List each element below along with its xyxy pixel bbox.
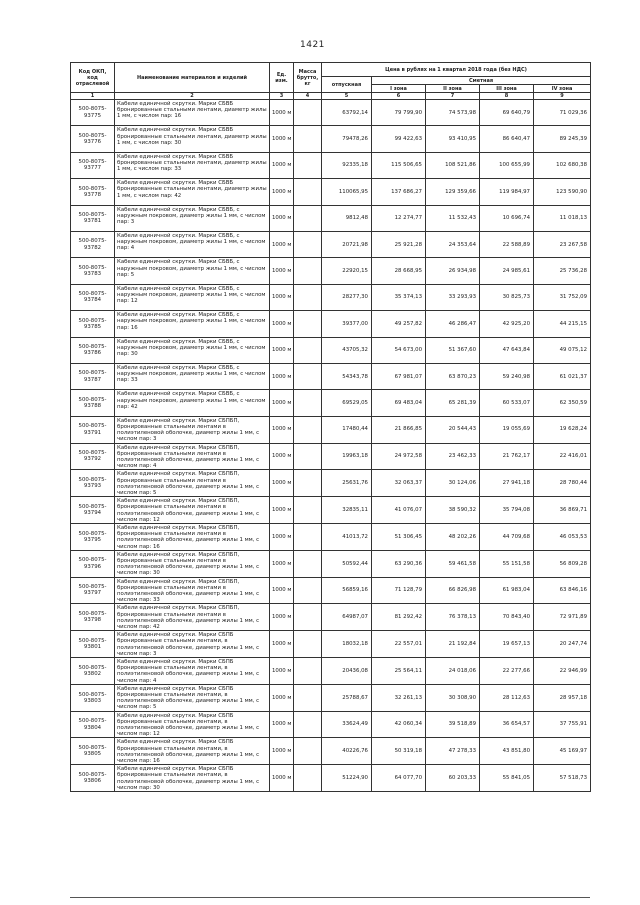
table-row [71, 390, 591, 416]
table-header [71, 63, 591, 100]
cell-name: Кабели единичной скрутки. Марки СБПБП, бронированные стальными лентами в полиэтиленовой оболочке, диаметр жилы 1 мм, с числом пар: 12 [115, 497, 270, 524]
cell-mass [294, 258, 322, 284]
table-row [71, 416, 591, 443]
cell-unit: 1000 м [270, 658, 294, 685]
column-number: 7 [426, 93, 480, 100]
cell-zone-2-price: 24 353,64 [426, 231, 480, 257]
cell-code: 500-8075-93796 [71, 550, 115, 577]
cell-mass [294, 577, 322, 604]
cell-zone-3-price: 69 640,79 [480, 100, 534, 126]
cell-code: 500-8075-93803 [71, 684, 115, 711]
cell-zone-4-price: 23 267,58 [534, 231, 591, 257]
table-row [71, 100, 591, 126]
cell-zone-3-price: 59 240,98 [480, 363, 534, 389]
cell-name: Кабели единичной скрутки. Марки СБПБП, бронированные стальными лентами в полиэтиленовой оболочке, диаметр жилы 1 мм, с числом пар: 30 [115, 550, 270, 577]
cell-mass [294, 631, 322, 658]
cell-zone-4-price: 71 029,36 [534, 100, 591, 126]
cell-unit: 1000 м [270, 231, 294, 257]
cell-zone-3-price: 22 588,89 [480, 231, 534, 257]
cell-code: 500-8075-93781 [71, 205, 115, 231]
cell-unit: 1000 м [270, 205, 294, 231]
cell-unit: 1000 м [270, 311, 294, 337]
cell-mass [294, 550, 322, 577]
cell-name: Кабели единичной скрутки. Марки СБВБ бронированные стальными лентами, диаметр жилы 1 мм, с числом пар: 16 [115, 100, 270, 126]
column-number: 5 [322, 93, 372, 100]
cell-unit: 1000 м [270, 550, 294, 577]
cell-name: Кабели единичной скрутки. Марки СБПБП, бронированные стальными лентами в полиэтиленовой оболочке, диаметр жилы 1 мм, с числом пар: 5 [115, 470, 270, 497]
cell-zone-4-price: 37 755,91 [534, 711, 591, 738]
cell-name: Кабели единичной скрутки. Марки СБВБ бронированные стальными лентами, диаметр жилы 1 мм, с числом пар: 30 [115, 126, 270, 152]
table-row [71, 205, 591, 231]
header-zone-3: III зона [480, 85, 534, 93]
cell-mass [294, 284, 322, 310]
column-number: 8 [480, 93, 534, 100]
cell-unit: 1000 м [270, 284, 294, 310]
cell-name: Кабели единичной скрутки. Марки СБПБП, бронированные стальными лентами в полиэтиленовой оболочке, диаметр жилы 1 мм, с числом пар: 42 [115, 604, 270, 631]
cell-code: 500-8075-93804 [71, 711, 115, 738]
cell-release-price: 20436,08 [322, 658, 372, 685]
cell-code: 500-8075-93805 [71, 738, 115, 765]
cell-name: Кабели единичной скрутки. Марки СБПБП, бронированные стальными лентами в полиэтиленовой оболочке, диаметр жилы 1 мм, с числом пар: 3 [115, 416, 270, 443]
cell-zone-2-price: 74 573,98 [426, 100, 480, 126]
cell-mass [294, 100, 322, 126]
header-zone-1: I зона [372, 85, 426, 93]
cell-name: Кабели единичной скрутки. Марки СБВБ, с наружным покровом, диаметр жилы 1 мм, с числом пар: 3 [115, 205, 270, 231]
cell-unit: 1000 м [270, 738, 294, 765]
table-row [71, 738, 591, 765]
cell-zone-2-price: 39 518,89 [426, 711, 480, 738]
table-row [71, 311, 591, 337]
cell-release-price: 18032,18 [322, 631, 372, 658]
cell-code: 500-8075-93782 [71, 231, 115, 257]
cell-mass [294, 179, 322, 205]
cell-zone-2-price: 66 826,98 [426, 577, 480, 604]
cell-name: Кабели единичной скрутки. Марки СБВБ, с наружным покровом, диаметр жилы 1 мм, с числом пар: 33 [115, 363, 270, 389]
cell-zone-4-price: 22 416,01 [534, 443, 591, 470]
cell-release-price: 64987,07 [322, 604, 372, 631]
cell-name: Кабели единичной скрутки. Марки СБПБ бронированные стальными лентами, в полиэтиленовой оболочке, диаметр жилы 1 мм, с числом пар: 30 [115, 765, 270, 792]
cell-name: Кабели единичной скрутки. Марки СБВБ, с наружным покровом, диаметр жилы 1 мм, с числом пар: 16 [115, 311, 270, 337]
cell-zone-4-price: 57 518,73 [534, 765, 591, 792]
cell-code: 500-8075-93783 [71, 258, 115, 284]
table-row [71, 577, 591, 604]
cell-name: Кабели единичной скрутки. Марки СБПБ бронированные стальными лентами, в полиэтиленовой оболочке, диаметр жилы 1 мм, с числом пар: 4 [115, 658, 270, 685]
table-row [71, 179, 591, 205]
cell-zone-2-price: 47 278,33 [426, 738, 480, 765]
cell-mass [294, 363, 322, 389]
table-row [71, 470, 591, 497]
column-number-row [71, 93, 591, 100]
cell-zone-2-price: 20 544,43 [426, 416, 480, 443]
cell-code: 500-8075-93784 [71, 284, 115, 310]
cell-zone-3-price: 27 941,18 [480, 470, 534, 497]
cell-unit: 1000 м [270, 631, 294, 658]
cell-zone-2-price: 129 359,66 [426, 179, 480, 205]
header-zone-2: II зона [426, 85, 480, 93]
cell-zone-4-price: 63 846,16 [534, 577, 591, 604]
cell-zone-2-price: 108 521,86 [426, 152, 480, 178]
cell-mass [294, 738, 322, 765]
cell-mass [294, 205, 322, 231]
cell-zone-4-price: 56 809,28 [534, 550, 591, 577]
table-row [71, 284, 591, 310]
cell-zone-4-price: 89 245,39 [534, 126, 591, 152]
cell-zone-2-price: 76 378,13 [426, 604, 480, 631]
cell-release-price: 32835,11 [322, 497, 372, 524]
cell-name: Кабели единичной скрутки. Марки СБПБП, бронированные стальными лентами в полиэтиленовой оболочке, диаметр жилы 1 мм, с числом пар: 16 [115, 523, 270, 550]
cell-mass [294, 337, 322, 363]
cell-code: 500-8075-93776 [71, 126, 115, 152]
table-row [71, 363, 591, 389]
cell-zone-2-price: 33 293,93 [426, 284, 480, 310]
cell-zone-1-price: 54 673,00 [372, 337, 426, 363]
cell-zone-1-price: 81 292,42 [372, 604, 426, 631]
cell-zone-2-price: 11 532,43 [426, 205, 480, 231]
cell-release-price: 69529,05 [322, 390, 372, 416]
table-row [71, 443, 591, 470]
cell-zone-3-price: 42 925,20 [480, 311, 534, 337]
cell-zone-2-price: 93 410,95 [426, 126, 480, 152]
cell-zone-1-price: 21 866,85 [372, 416, 426, 443]
cell-release-price: 54343,78 [322, 363, 372, 389]
table-row [71, 152, 591, 178]
cell-zone-3-price: 10 696,74 [480, 205, 534, 231]
cell-code: 500-8075-93791 [71, 416, 115, 443]
cell-name: Кабели единичной скрутки. Марки СБВБ, с наружным покровом, диаметр жилы 1 мм, с числом пар: 30 [115, 337, 270, 363]
cell-zone-3-price: 86 640,47 [480, 126, 534, 152]
cell-unit: 1000 м [270, 523, 294, 550]
cell-zone-1-price: 64 077,70 [372, 765, 426, 792]
cell-zone-3-price: 19 055,69 [480, 416, 534, 443]
cell-zone-3-price: 35 794,08 [480, 497, 534, 524]
header-mass: Масса брутто, кг [294, 63, 322, 93]
cell-unit: 1000 м [270, 604, 294, 631]
cell-mass [294, 390, 322, 416]
table-row [71, 258, 591, 284]
cell-zone-4-price: 31 752,09 [534, 284, 591, 310]
cell-zone-4-price: 62 350,59 [534, 390, 591, 416]
cell-zone-3-price: 47 643,84 [480, 337, 534, 363]
cell-code: 500-8075-93777 [71, 152, 115, 178]
cell-zone-2-price: 59 461,58 [426, 550, 480, 577]
table-row [71, 684, 591, 711]
cell-release-price: 9812,48 [322, 205, 372, 231]
column-number: 6 [372, 93, 426, 100]
cell-zone-1-price: 41 076,07 [372, 497, 426, 524]
cell-zone-2-price: 23 462,33 [426, 443, 480, 470]
cell-unit: 1000 м [270, 363, 294, 389]
cell-mass [294, 311, 322, 337]
cell-zone-1-price: 25 921,28 [372, 231, 426, 257]
cell-zone-1-price: 24 972,58 [372, 443, 426, 470]
cell-code: 500-8075-93787 [71, 363, 115, 389]
column-number: 2 [115, 93, 270, 100]
cell-zone-1-price: 22 557,01 [372, 631, 426, 658]
cell-unit: 1000 м [270, 443, 294, 470]
cell-zone-2-price: 30 124,06 [426, 470, 480, 497]
cell-code: 500-8075-93794 [71, 497, 115, 524]
cell-release-price: 40226,76 [322, 738, 372, 765]
cell-unit: 1000 м [270, 390, 294, 416]
cell-code: 500-8075-93795 [71, 523, 115, 550]
cell-release-price: 33624,49 [322, 711, 372, 738]
column-number: 1 [71, 93, 115, 100]
cell-unit: 1000 м [270, 152, 294, 178]
cell-code: 500-8075-93806 [71, 765, 115, 792]
cell-code: 500-8075-93786 [71, 337, 115, 363]
cell-zone-1-price: 25 564,11 [372, 658, 426, 685]
cell-name: Кабели единичной скрутки. Марки СБПБП, бронированные стальными лентами в полиэтиленовой оболочке, диаметр жилы 1 мм, с числом пар: 33 [115, 577, 270, 604]
cell-unit: 1000 м [270, 684, 294, 711]
cell-zone-4-price: 46 053,53 [534, 523, 591, 550]
cell-zone-3-price: 43 851,80 [480, 738, 534, 765]
cell-mass [294, 497, 322, 524]
cell-release-price: 79478,26 [322, 126, 372, 152]
cell-release-price: 25788,67 [322, 684, 372, 711]
cell-zone-1-price: 12 274,77 [372, 205, 426, 231]
cell-zone-1-price: 79 799,90 [372, 100, 426, 126]
cell-zone-1-price: 49 257,82 [372, 311, 426, 337]
cell-code: 500-8075-93775 [71, 100, 115, 126]
cell-name: Кабели единичной скрутки. Марки СБВБ, с наружным покровом, диаметр жилы 1 мм, с числом пар: 4 [115, 231, 270, 257]
cell-unit: 1000 м [270, 416, 294, 443]
cell-zone-3-price: 24 985,61 [480, 258, 534, 284]
header-estimate-price: Сметная [372, 77, 591, 85]
cell-zone-4-price: 20 247,74 [534, 631, 591, 658]
cell-release-price: 92335,18 [322, 152, 372, 178]
cell-zone-2-price: 30 308,90 [426, 684, 480, 711]
cell-zone-2-price: 51 367,60 [426, 337, 480, 363]
table-row [71, 631, 591, 658]
cell-release-price: 22920,15 [322, 258, 372, 284]
cell-zone-1-price: 28 668,95 [372, 258, 426, 284]
cell-zone-4-price: 36 869,71 [534, 497, 591, 524]
header-code: Код ОКП, код отраслевой [71, 63, 115, 93]
cell-zone-3-price: 21 762,17 [480, 443, 534, 470]
cell-zone-1-price: 99 422,63 [372, 126, 426, 152]
cell-code: 500-8075-93792 [71, 443, 115, 470]
cell-zone-4-price: 45 169,97 [534, 738, 591, 765]
cell-zone-4-price: 28 957,18 [534, 684, 591, 711]
cell-unit: 1000 м [270, 765, 294, 792]
cell-mass [294, 231, 322, 257]
cell-zone-4-price: 49 075,12 [534, 337, 591, 363]
table-row [71, 231, 591, 257]
cell-zone-3-price: 100 655,99 [480, 152, 534, 178]
cell-name: Кабели единичной скрутки. Марки СБВБ, с наружным покровом, диаметр жилы 1 мм, с числом пар: 5 [115, 258, 270, 284]
cell-code: 500-8075-93798 [71, 604, 115, 631]
cell-unit: 1000 м [270, 577, 294, 604]
cell-name: Кабели единичной скрутки. Марки СБПБ бронированные стальными лентами, в полиэтиленовой оболочке, диаметр жилы 1 мм, с числом пар: 16 [115, 738, 270, 765]
cell-mass [294, 711, 322, 738]
cell-zone-2-price: 21 192,84 [426, 631, 480, 658]
cell-mass [294, 684, 322, 711]
cell-mass [294, 765, 322, 792]
cell-mass [294, 470, 322, 497]
cell-release-price: 39377,00 [322, 311, 372, 337]
cell-unit: 1000 м [270, 497, 294, 524]
header-name: Наименование материалов и изделий [115, 63, 270, 93]
cell-unit: 1000 м [270, 337, 294, 363]
header-unit: Ед. изм. [270, 63, 294, 93]
cell-zone-2-price: 48 202,26 [426, 523, 480, 550]
cell-release-price: 63792,14 [322, 100, 372, 126]
cell-release-price: 51224,90 [322, 765, 372, 792]
cell-zone-1-price: 50 319,18 [372, 738, 426, 765]
cell-name: Кабели единичной скрутки. Марки СБПБ бронированные стальными лентами, в полиэтиленовой оболочке, диаметр жилы 1 мм, с числом пар: 3 [115, 631, 270, 658]
table-body [71, 100, 591, 792]
header-release-price: отпускная [322, 77, 372, 93]
cell-zone-3-price: 55 151,58 [480, 550, 534, 577]
cell-zone-3-price: 60 533,07 [480, 390, 534, 416]
cell-mass [294, 126, 322, 152]
cell-zone-1-price: 32 063,37 [372, 470, 426, 497]
cell-zone-4-price: 22 946,99 [534, 658, 591, 685]
cell-name: Кабели единичной скрутки. Марки СБПБП, бронированные стальными лентами в полиэтиленовой оболочке, диаметр жилы 1 мм, с числом пар: 4 [115, 443, 270, 470]
cell-name: Кабели единичной скрутки. Марки СБВБ бронированные стальными лентами, диаметр жилы 1 мм, с числом пар: 42 [115, 179, 270, 205]
cell-code: 500-8075-93797 [71, 577, 115, 604]
cell-mass [294, 604, 322, 631]
cell-unit: 1000 м [270, 711, 294, 738]
table-row [71, 337, 591, 363]
price-table [70, 62, 591, 792]
cell-zone-4-price: 72 971,89 [534, 604, 591, 631]
cell-zone-2-price: 24 018,06 [426, 658, 480, 685]
header-zone-4: IV зона [534, 85, 591, 93]
cell-zone-1-price: 42 060,34 [372, 711, 426, 738]
cell-zone-2-price: 38 590,32 [426, 497, 480, 524]
cell-name: Кабели единичной скрутки. Марки СБВБ бронированные стальными лентами, диаметр жилы 1 мм, с числом пар: 33 [115, 152, 270, 178]
cell-code: 500-8075-93785 [71, 311, 115, 337]
cell-code: 500-8075-93802 [71, 658, 115, 685]
cell-unit: 1000 м [270, 100, 294, 126]
cell-zone-3-price: 36 654,57 [480, 711, 534, 738]
cell-zone-3-price: 70 843,40 [480, 604, 534, 631]
cell-zone-1-price: 32 261,13 [372, 684, 426, 711]
column-number: 4 [294, 93, 322, 100]
cell-zone-3-price: 28 112,63 [480, 684, 534, 711]
cell-name: Кабели единичной скрутки. Марки СБПБ бронированные стальными лентами, в полиэтиленовой оболочке, диаметр жилы 1 мм, с числом пар: 5 [115, 684, 270, 711]
cell-release-price: 19963,18 [322, 443, 372, 470]
table-row [71, 765, 591, 792]
cell-release-price: 25631,76 [322, 470, 372, 497]
cell-mass [294, 443, 322, 470]
cell-release-price: 41013,72 [322, 523, 372, 550]
cell-zone-3-price: 30 825,73 [480, 284, 534, 310]
cell-zone-3-price: 55 841,05 [480, 765, 534, 792]
cell-zone-4-price: 44 215,15 [534, 311, 591, 337]
cell-zone-2-price: 65 281,39 [426, 390, 480, 416]
table-row [71, 550, 591, 577]
cell-zone-1-price: 115 506,65 [372, 152, 426, 178]
cell-release-price: 110065,95 [322, 179, 372, 205]
cell-zone-4-price: 19 628,24 [534, 416, 591, 443]
cell-mass [294, 523, 322, 550]
cell-name: Кабели единичной скрутки. Марки СБВБ, с наружным покровом, диаметр жилы 1 мм, с числом пар: 12 [115, 284, 270, 310]
cell-release-price: 17480,44 [322, 416, 372, 443]
cell-zone-2-price: 46 286,47 [426, 311, 480, 337]
cell-zone-1-price: 137 686,27 [372, 179, 426, 205]
cell-zone-3-price: 44 709,68 [480, 523, 534, 550]
cell-zone-2-price: 63 870,23 [426, 363, 480, 389]
cell-name: Кабели единичной скрутки. Марки СБВБ, с наружным покровом, диаметр жилы 1 мм, с числом пар: 42 [115, 390, 270, 416]
cell-unit: 1000 м [270, 258, 294, 284]
cell-zone-3-price: 61 983,04 [480, 577, 534, 604]
page-number: 1421 [300, 40, 325, 50]
table-row [71, 497, 591, 524]
cell-zone-4-price: 123 590,90 [534, 179, 591, 205]
cell-code: 500-8075-93793 [71, 470, 115, 497]
cell-unit: 1000 м [270, 179, 294, 205]
cell-zone-3-price: 119 984,97 [480, 179, 534, 205]
cell-zone-3-price: 19 657,13 [480, 631, 534, 658]
cell-code: 500-8075-93788 [71, 390, 115, 416]
header-price-title: Цена в рублях на 1 квартал 2018 года (без НДС) [322, 63, 591, 77]
cell-mass [294, 152, 322, 178]
column-number: 9 [534, 93, 591, 100]
cell-zone-1-price: 35 374,13 [372, 284, 426, 310]
cell-zone-3-price: 22 277,66 [480, 658, 534, 685]
cell-release-price: 50592,44 [322, 550, 372, 577]
cell-zone-2-price: 26 934,98 [426, 258, 480, 284]
cell-release-price: 20721,98 [322, 231, 372, 257]
cell-unit: 1000 м [270, 470, 294, 497]
cell-release-price: 43705,32 [322, 337, 372, 363]
page-bottom-rule [70, 897, 590, 898]
cell-code: 500-8075-93778 [71, 179, 115, 205]
cell-zone-1-price: 69 483,04 [372, 390, 426, 416]
cell-release-price: 56859,16 [322, 577, 372, 604]
table-row [71, 711, 591, 738]
cell-zone-4-price: 102 680,38 [534, 152, 591, 178]
cell-zone-4-price: 11 018,13 [534, 205, 591, 231]
cell-zone-4-price: 25 736,28 [534, 258, 591, 284]
cell-zone-4-price: 28 780,44 [534, 470, 591, 497]
table-row [71, 658, 591, 685]
table-row [71, 126, 591, 152]
cell-code: 500-8075-93801 [71, 631, 115, 658]
cell-release-price: 28277,30 [322, 284, 372, 310]
cell-zone-1-price: 67 981,07 [372, 363, 426, 389]
cell-zone-1-price: 63 290,36 [372, 550, 426, 577]
table-row [71, 523, 591, 550]
table-row [71, 604, 591, 631]
cell-zone-2-price: 60 203,33 [426, 765, 480, 792]
cell-zone-1-price: 51 306,45 [372, 523, 426, 550]
cell-mass [294, 658, 322, 685]
column-number: 3 [270, 93, 294, 100]
cell-zone-4-price: 61 021,37 [534, 363, 591, 389]
cell-name: Кабели единичной скрутки. Марки СБПБ бронированные стальными лентами, в полиэтиленовой оболочке, диаметр жилы 1 мм, с числом пар: 12 [115, 711, 270, 738]
cell-unit: 1000 м [270, 126, 294, 152]
cell-mass [294, 416, 322, 443]
cell-zone-1-price: 71 128,79 [372, 577, 426, 604]
